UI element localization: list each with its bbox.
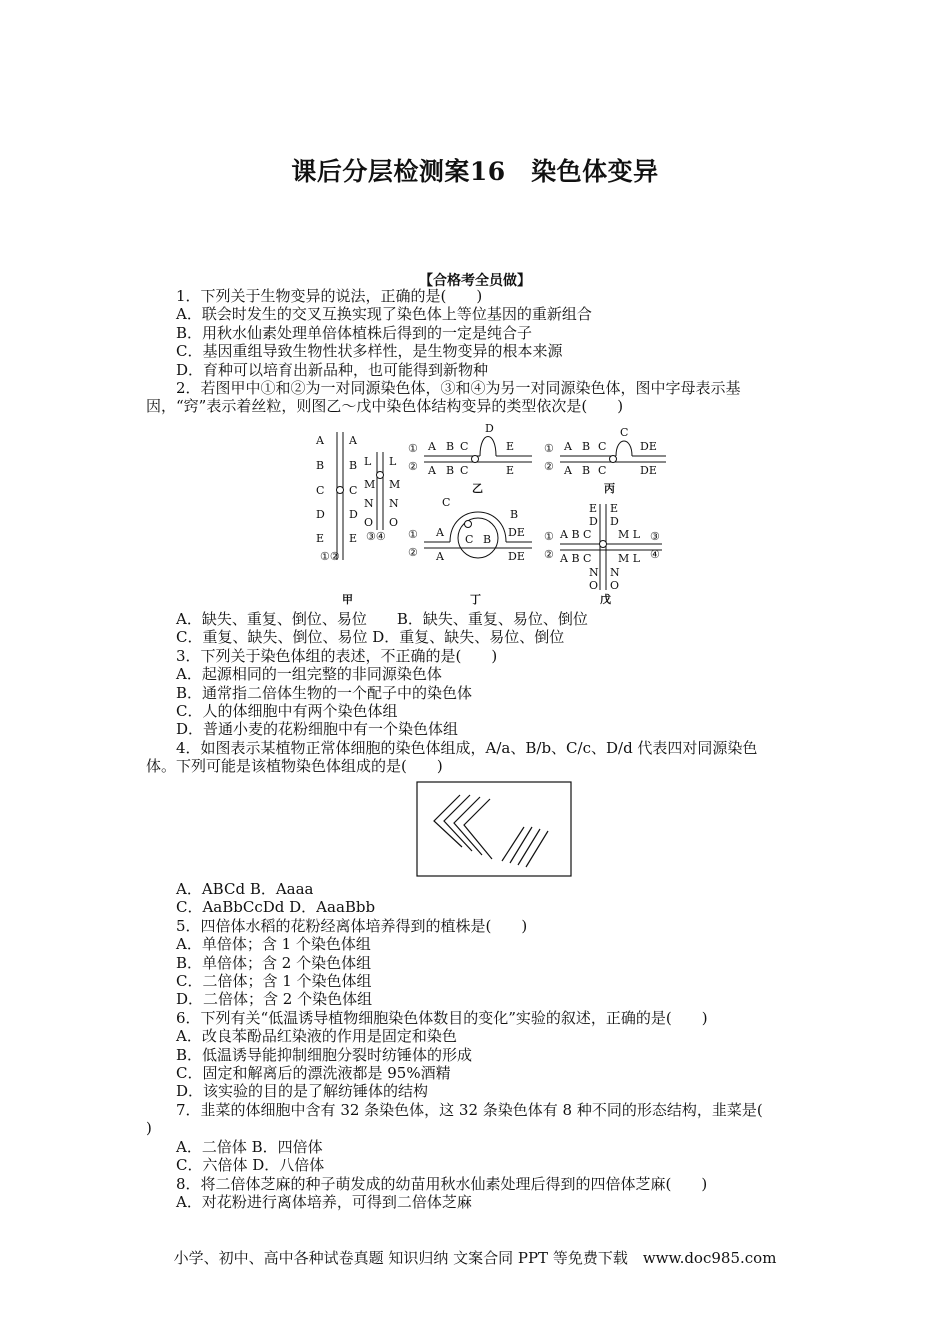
question-2-option-cd: C．重复、缺失、倒位、易位 D．重复、缺失、易位、倒位	[176, 628, 565, 647]
svg-text:D: D	[349, 508, 358, 521]
svg-text:③④: ③④	[366, 530, 386, 543]
question-8-stem: 8．将二倍体芝麻的种子萌发成的幼苗用秋水仙素处理后得到的四倍体芝麻( )	[176, 1174, 708, 1193]
svg-text:D: D	[610, 515, 619, 528]
svg-text:A: A	[428, 464, 436, 477]
svg-text:②: ②	[408, 546, 418, 559]
svg-text:O: O	[364, 516, 374, 529]
svg-text:L: L	[364, 455, 372, 468]
svg-text:①: ①	[408, 442, 418, 455]
svg-text:N: N	[389, 497, 399, 510]
question-6-option-c: C．固定和解离后的漂洗液都是 95%酒精	[176, 1064, 451, 1083]
question-6-option-b: B．低温诱导能抑制细胞分裂时纺锤体的形成	[176, 1045, 473, 1064]
svg-text:E: E	[506, 464, 515, 477]
svg-text:B: B	[582, 440, 591, 453]
svg-text:M L: M L	[618, 528, 641, 541]
svg-text:E: E	[349, 532, 358, 545]
svg-text:C: C	[598, 440, 607, 453]
svg-text:N: N	[610, 566, 620, 579]
svg-text:N: N	[364, 497, 374, 510]
svg-text:A B C: A B C	[560, 552, 592, 565]
svg-text:C: C	[620, 426, 629, 439]
svg-text:B: B	[446, 464, 455, 477]
question-7-option-ab: A．二倍体 B．四倍体	[176, 1137, 323, 1156]
svg-text:C: C	[349, 484, 358, 497]
svg-text:M: M	[364, 478, 376, 491]
question-5-option-a: A．单倍体；含 1 个染色体组	[176, 935, 371, 954]
cell-chromosome-figure	[416, 781, 572, 877]
question-4-stem-line1: 4．如图表示某植物正常体细胞的染色体组成，A/a、B/b、C/c、D/d 代表四对同源染色	[176, 738, 758, 757]
svg-text:O: O	[389, 516, 399, 529]
question-4-option-cd: C．AaBbCcDd D．AaaBbb	[176, 898, 376, 917]
svg-text:L: L	[389, 455, 397, 468]
chromosome-variation-figure	[300, 420, 680, 610]
svg-text:B: B	[349, 459, 358, 472]
svg-text:②: ②	[544, 548, 554, 561]
question-5-option-d: D．二倍体；含 2 个染色体组	[176, 990, 373, 1009]
question-1-option-d: D．育种可以培育出新品种，也可能得到新物种	[176, 360, 489, 379]
figure-jia	[315, 432, 400, 606]
svg-text:③: ③	[650, 530, 660, 543]
svg-text:D: D	[589, 515, 598, 528]
svg-text:N: N	[589, 566, 599, 579]
figure-wu	[544, 502, 662, 606]
svg-text:①: ①	[408, 528, 418, 541]
question-7-stem-line1: 7．韭菜的体细胞中含有 32 条染色体，这 32 条染色体有 8 种不同的形态结构，韭菜是(	[176, 1100, 763, 1119]
svg-text:A: A	[349, 434, 357, 447]
svg-text:乙: 乙	[472, 482, 483, 495]
svg-text:①②: ①②	[320, 550, 340, 563]
question-1-stem: 1．下列关于生物变异的说法，正确的是( )	[176, 287, 483, 305]
svg-text:E: E	[589, 502, 598, 515]
svg-text:A: A	[564, 464, 572, 477]
svg-text:DE: DE	[640, 464, 657, 477]
svg-text:C: C	[465, 533, 474, 546]
svg-text:M L: M L	[618, 552, 641, 565]
svg-text:E: E	[610, 502, 619, 515]
svg-text:④: ④	[650, 548, 660, 561]
svg-text:B: B	[316, 459, 325, 472]
question-2-stem-line1: 2．若图甲中①和②为一对同源染色体，③和④为另一对同源染色体，图中字母表示基	[176, 379, 741, 398]
svg-text:DE: DE	[508, 526, 525, 539]
page-title: 课后分层检测案16 染色体变异	[291, 157, 659, 186]
svg-text:O: O	[589, 579, 599, 592]
svg-text:②: ②	[544, 460, 554, 473]
svg-text:丁: 丁	[470, 593, 481, 606]
svg-text:C: C	[316, 484, 325, 497]
question-6-option-d: D．该实验的目的是了解纺锤体的结构	[176, 1082, 429, 1101]
svg-text:O: O	[610, 579, 620, 592]
question-3-option-a: A．起源相同的一组完整的非同源染色体	[176, 665, 442, 684]
svg-text:①: ①	[544, 442, 554, 455]
question-block-1	[146, 287, 810, 416]
question-block-3	[146, 880, 810, 1211]
question-1-option-c: C．基因重组导致生物性状多样性，是生物变异的根本来源	[176, 342, 563, 361]
svg-text:A: A	[428, 440, 436, 453]
question-4-stem-line2: 体。下列可能是该植物染色体组成的是( )	[146, 757, 443, 776]
svg-text:C: C	[460, 464, 469, 477]
question-7-option-cd: C．六倍体 D．八倍体	[176, 1156, 325, 1175]
svg-text:B: B	[446, 440, 455, 453]
svg-text:A: A	[564, 440, 572, 453]
section-heading: 【合格考全员做】	[419, 273, 531, 289]
svg-text:戊: 戊	[600, 593, 611, 606]
svg-text:C: C	[598, 464, 607, 477]
question-2-option-ab: A．缺失、重复、倒位、易位 B．缺失、重复、易位、倒位	[176, 610, 588, 628]
svg-text:①: ①	[544, 530, 554, 543]
svg-text:DE: DE	[640, 440, 657, 453]
svg-text:B: B	[510, 508, 519, 521]
svg-text:A: A	[436, 526, 444, 539]
svg-text:丙: 丙	[604, 482, 615, 495]
figure-ding	[408, 496, 532, 606]
figure-yi	[408, 422, 532, 495]
question-7-stem-line2: )	[146, 1119, 152, 1138]
question-3-option-c: C．人的体细胞中有两个染色体组	[176, 702, 398, 721]
question-3-stem: 3．下列关于染色体组的表述，不正确的是( )	[176, 646, 498, 665]
svg-text:M: M	[389, 478, 401, 491]
question-1-option-b: B．用秋水仙素处理单倍体植株后得到的一定是纯合子	[176, 323, 533, 342]
svg-text:C: C	[460, 440, 469, 453]
question-5-option-b: B．单倍体；含 2 个染色体组	[176, 953, 372, 972]
question-1-option-a: A．联会时发生的交叉互换实现了染色体上等位基因的重新组合	[176, 305, 592, 324]
svg-text:D: D	[316, 508, 325, 521]
svg-text:E: E	[506, 440, 515, 453]
svg-text:A B C: A B C	[560, 528, 592, 541]
question-8-option-a: A．对花粉进行离体培养，可得到二倍体芝麻	[176, 1192, 472, 1211]
question-3-option-b: B．通常指二倍体生物的一个配子中的染色体	[176, 683, 473, 702]
svg-text:B: B	[483, 533, 492, 546]
question-block-2	[146, 610, 810, 776]
question-6-option-a: A．改良苯酚品红染液的作用是固定和染色	[176, 1027, 457, 1046]
question-6-stem: 6．下列有关“低温诱导植物细胞染色体数目的变化”实验的叙述，正确的是( )	[176, 1008, 708, 1027]
svg-text:B: B	[582, 464, 591, 477]
question-4-option-ab: A．ABCd B．Aaaa	[176, 880, 314, 898]
svg-text:E: E	[316, 532, 325, 545]
question-2-stem-line2: 因，“窍”表示着丝粒，则图乙～戊中染色体结构变异的类型依次是( )	[146, 397, 624, 416]
question-5-option-c: C．二倍体；含 1 个染色体组	[176, 972, 372, 991]
svg-text:A: A	[436, 550, 444, 563]
figure-bing	[544, 426, 666, 495]
svg-text:甲: 甲	[342, 593, 353, 606]
svg-text:D: D	[485, 422, 494, 435]
page-footer: 小学、初中、高中各种试卷真题 知识归纳 文案合同 PPT 等免费下载 www.doc985.com	[173, 1249, 777, 1267]
question-3-option-d: D．普通小麦的花粉细胞中有一个染色体组	[176, 720, 459, 739]
svg-text:A: A	[316, 434, 324, 447]
svg-text:②: ②	[408, 460, 418, 473]
question-5-stem: 5．四倍体水稻的花粉经离体培养得到的植株是( )	[176, 916, 528, 935]
svg-text:DE: DE	[508, 550, 525, 563]
svg-text:C: C	[442, 496, 451, 509]
